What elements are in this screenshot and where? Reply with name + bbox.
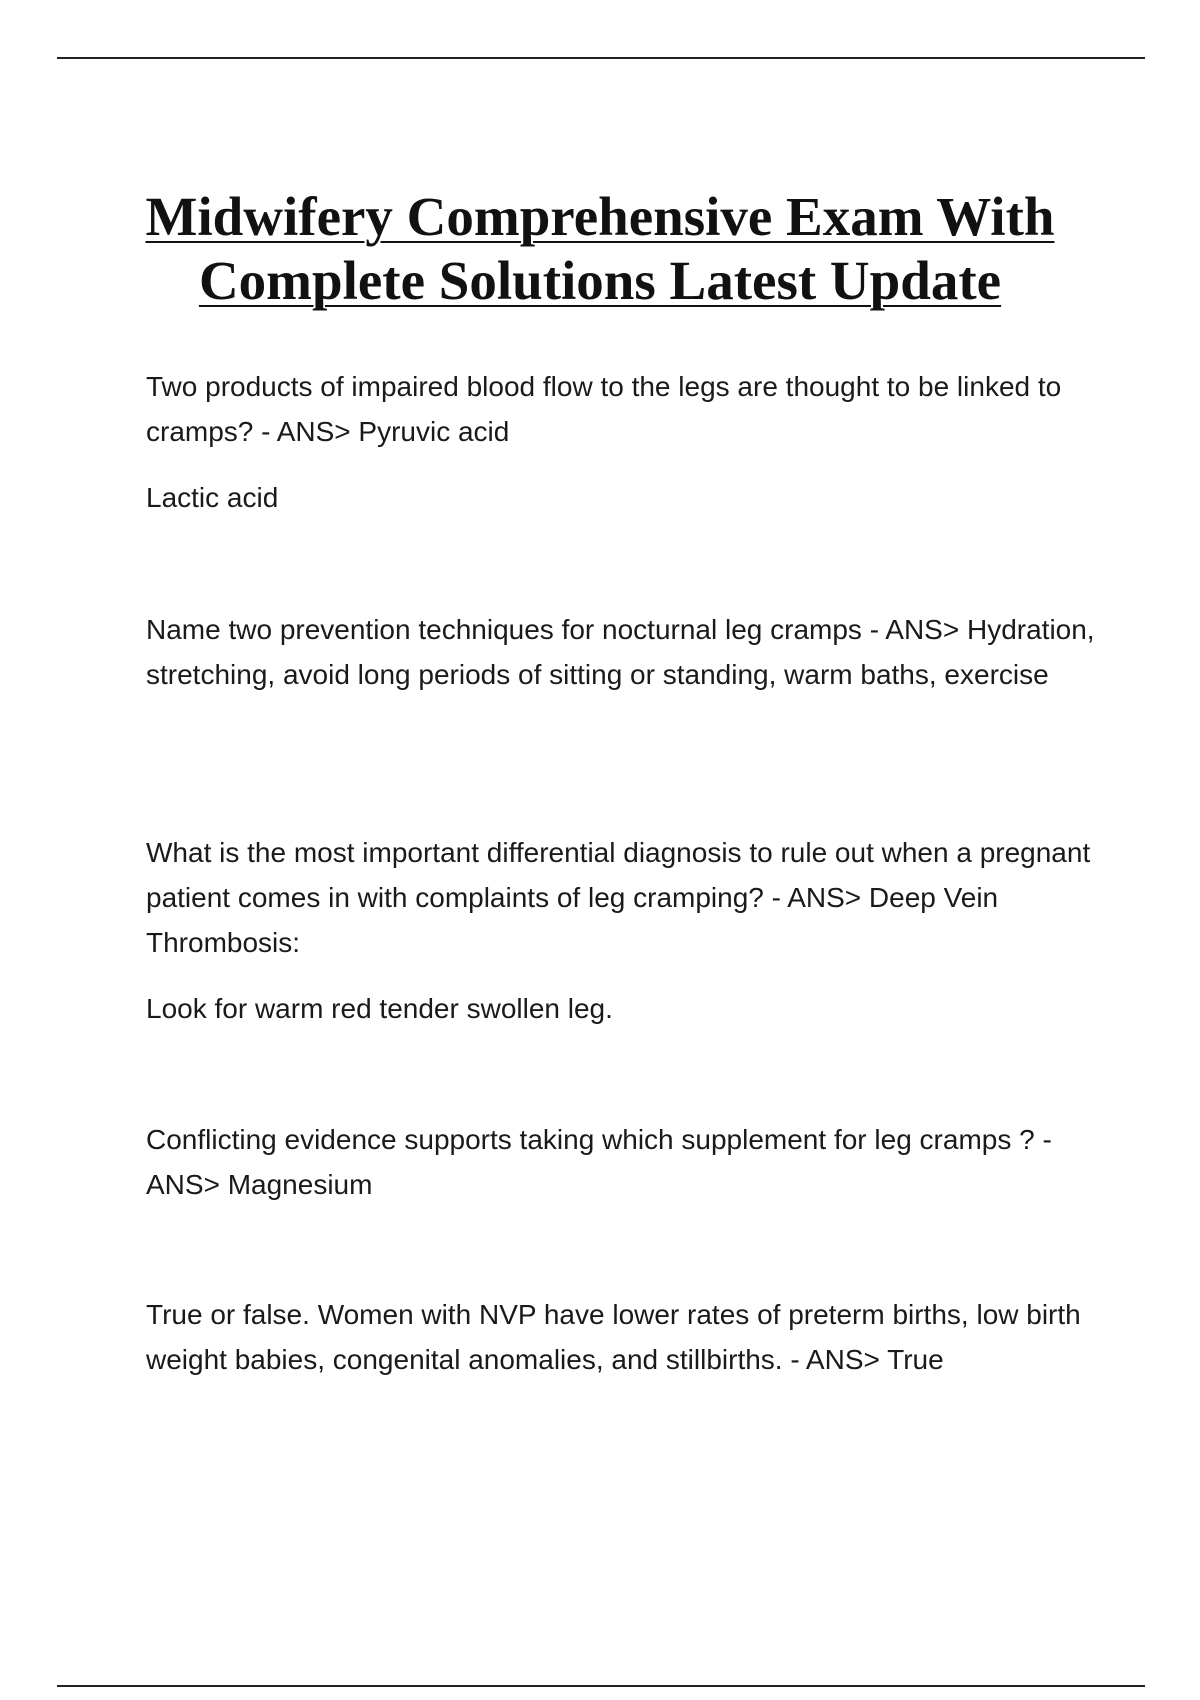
qa-item-3 [146, 830, 1096, 1031]
qa-answer-continuation: Look for warm red tender swollen leg. [146, 993, 613, 1024]
qa-item-5 [146, 1292, 1096, 1382]
qa-question-answer: Two products of impaired blood flow to the legs are thought to be linked to cramps? - ANS> Pyruvic acid [146, 371, 1062, 447]
qa-question-answer: True or false. Women with NVP have lower rates of preterm births, low birth weight babies, congenital anomalies, and stillbirths. - ANS> True [146, 1299, 1081, 1375]
qa-item-4 [146, 1117, 1096, 1207]
footer-rule [57, 1685, 1145, 1687]
header-rule [57, 57, 1145, 59]
page-title [100, 185, 1100, 313]
page-title-line-2: Complete Solutions Latest Update [198, 249, 1002, 311]
qa-item-2 [146, 607, 1096, 697]
qa-question-answer: What is the most important differential diagnosis to rule out when a pregnant patient comes in with complaints of leg cramping? - ANS> Deep Vein Thrombosis: [146, 837, 1091, 958]
qa-question-answer: Name two prevention techniques for nocturnal leg cramps - ANS> Hydration, stretching, avoid long periods of sitting or standing, warm baths, exercise [146, 614, 1095, 690]
qa-item-1 [146, 364, 1096, 520]
qa-question-answer: Conflicting evidence supports taking which supplement for leg cramps ? - ANS> Magnesium [146, 1124, 1052, 1200]
page-title-line-1: Midwifery Comprehensive Exam With [145, 185, 1055, 247]
qa-answer-continuation: Lactic acid [146, 482, 279, 513]
